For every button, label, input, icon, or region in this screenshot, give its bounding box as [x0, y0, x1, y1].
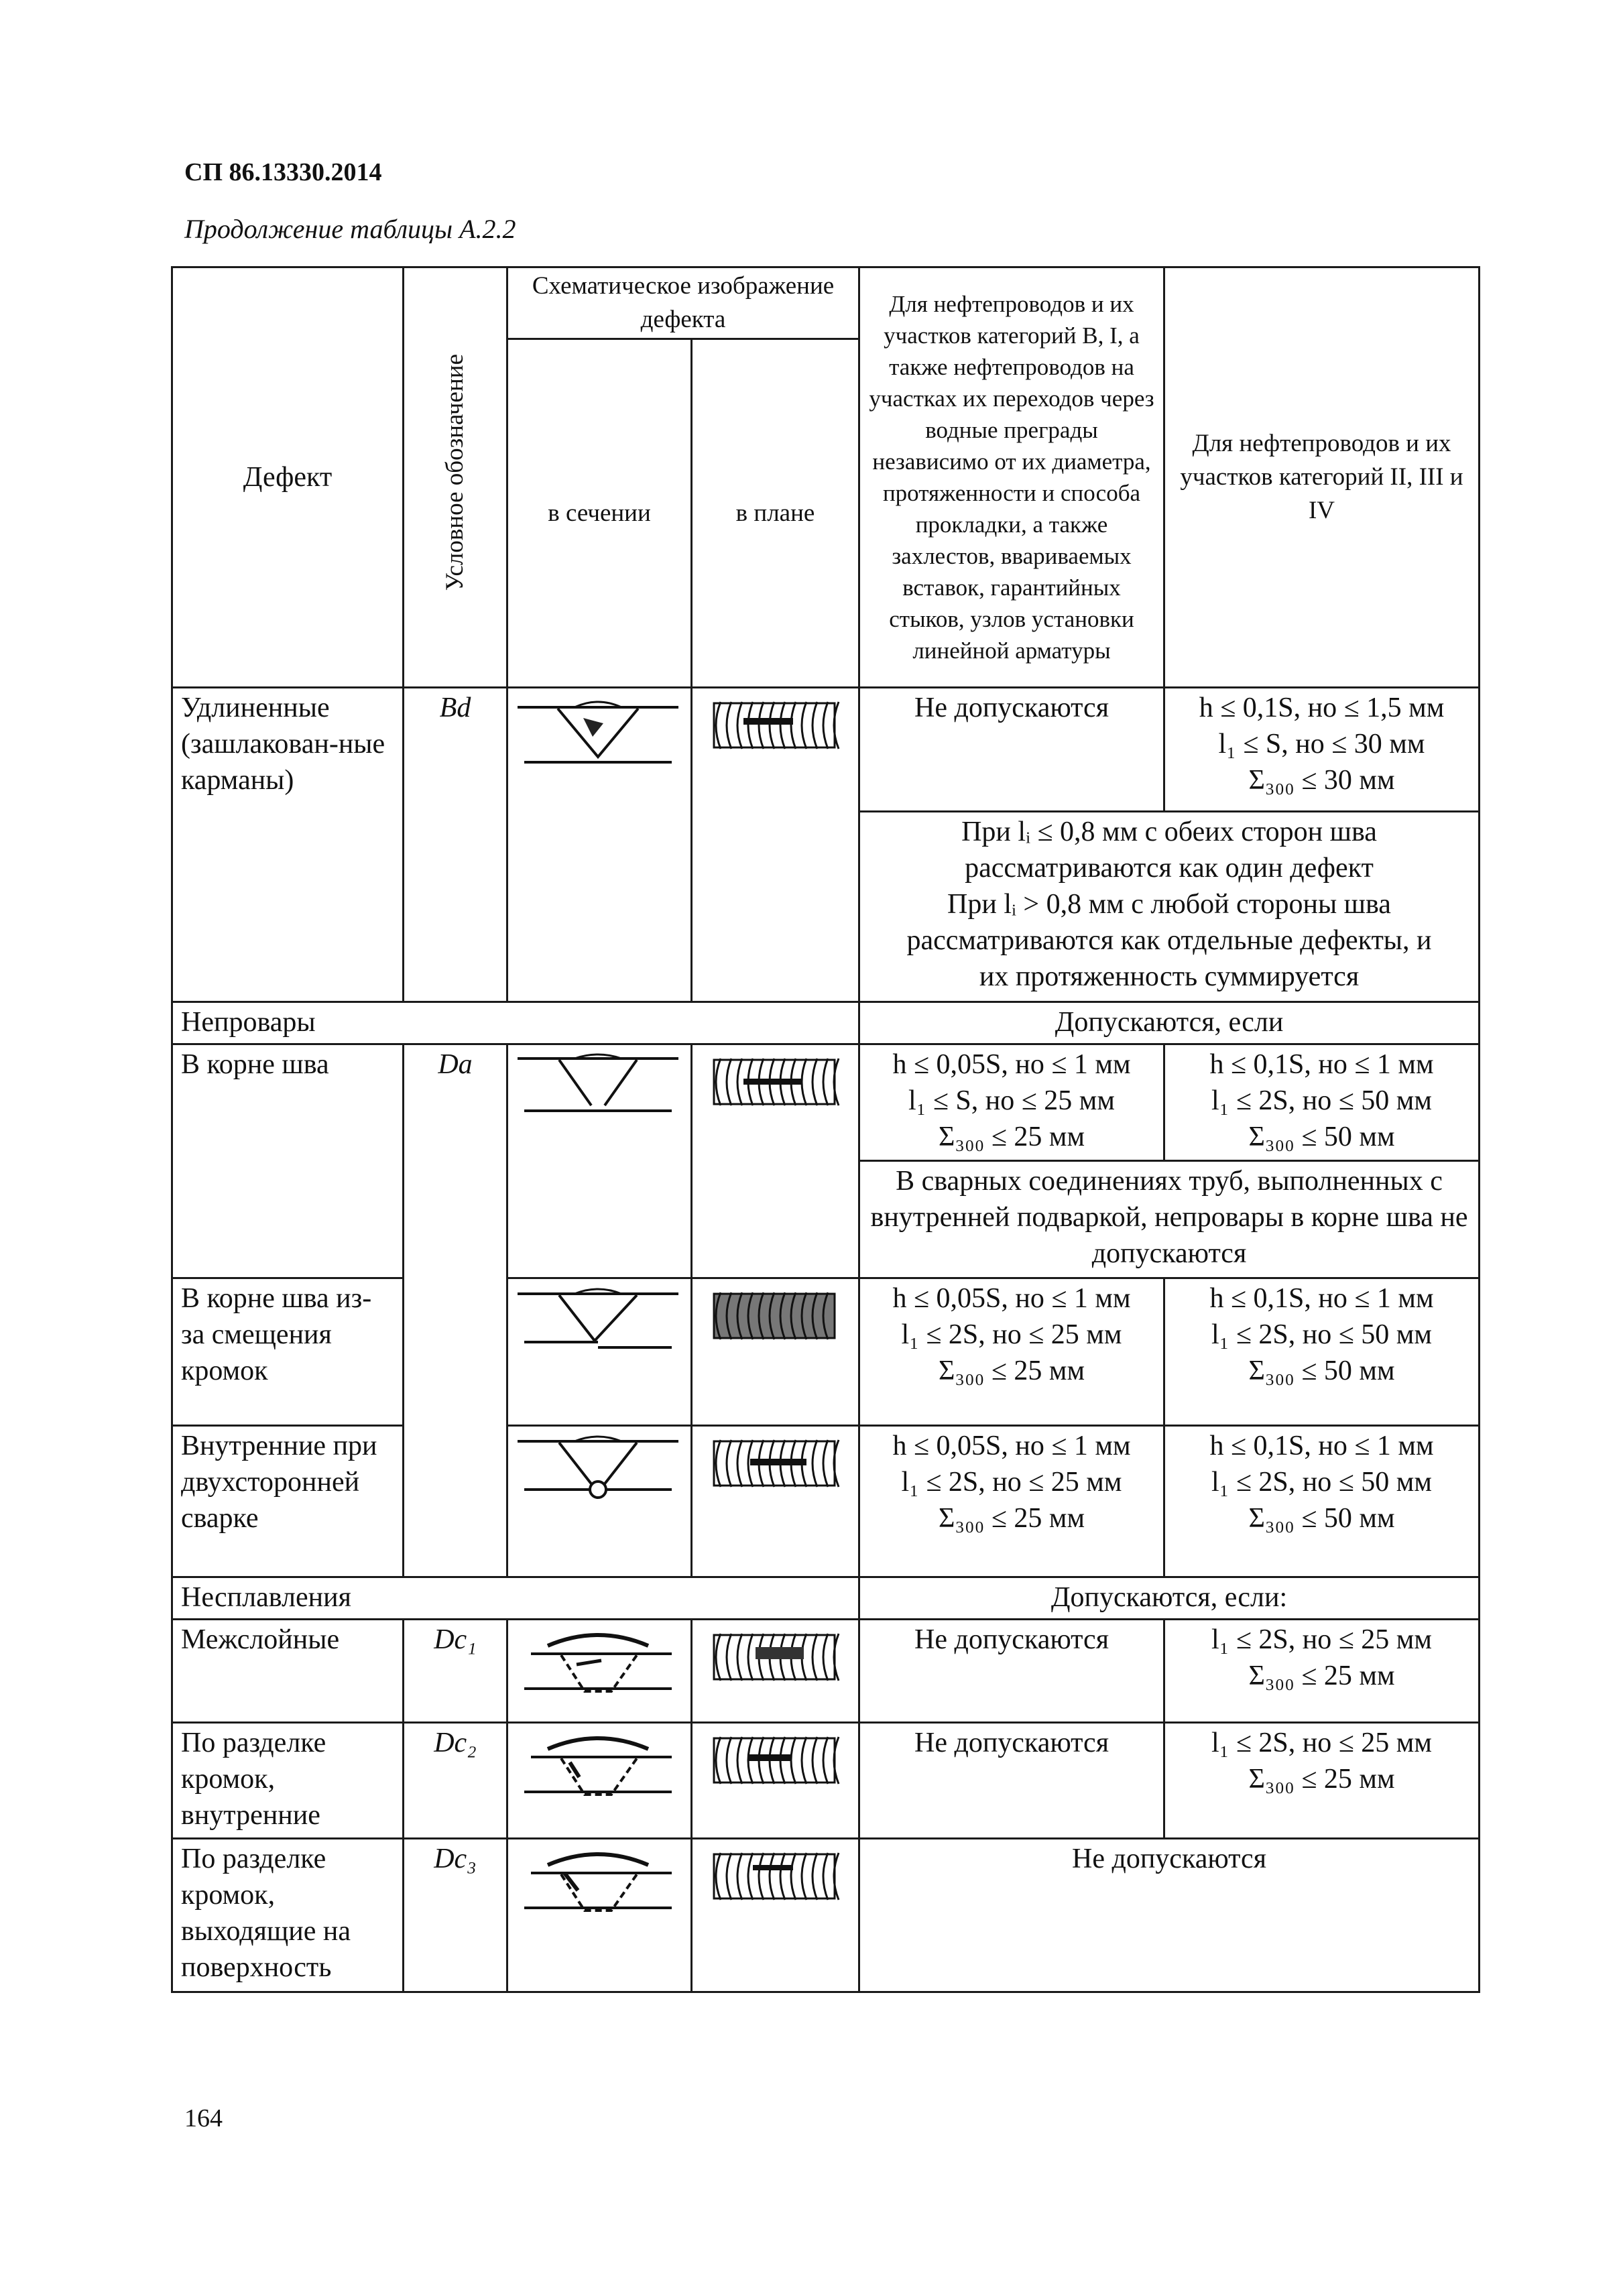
row-bd-name: Удлиненные (зашлакован-ные карманы) [172, 688, 404, 1002]
group-lack-of-penetration: Непровары [172, 1002, 859, 1044]
group-lack-of-fusion-condition: Допускаются, если: [859, 1577, 1480, 1620]
row-da-offset-low-line-3: Σ₃₀₀ ≤ 50 мм [1248, 1355, 1395, 1386]
weld-plan-dc2-image [702, 1730, 849, 1791]
row-da-internal-name: Внутренние при двухсторонней сварке [172, 1426, 404, 1577]
row-bd-note-line-2: рассматриваются как один дефект [965, 852, 1374, 884]
row-dc2-plan-image [692, 1722, 859, 1838]
row-bd-low-line-2: l₁ ≤ S, но ≤ 30 мм [1218, 729, 1425, 760]
row-da-root-low-line-3: Σ₃₀₀ ≤ 50 мм [1248, 1121, 1395, 1152]
row-dc3-both-categories: Не допускаются [859, 1839, 1480, 1992]
row-da-symbol: Da [404, 1044, 507, 1577]
row-dc1-category-low [1164, 1619, 1480, 1722]
row-da-internal-low-line-2: l₁ ≤ 2S, но ≤ 50 мм [1211, 1467, 1432, 1498]
row-dc2-low-line-1: l₁ ≤ 2S, но ≤ 25 мм [1211, 1727, 1432, 1758]
row-da-offset-high-line-3: Σ₃₀₀ ≤ 25 мм [938, 1355, 1085, 1386]
row-da-root-category-low [1164, 1044, 1480, 1160]
header-category-low: Для нефтепроводов и их участков категорий II, III и IV [1164, 267, 1480, 688]
weld-section-da-internal-image [518, 1433, 678, 1507]
row-da-internal-high-line-2: l₁ ≤ 2S, но ≤ 25 мм [901, 1467, 1122, 1498]
weld-plan-bd-image [702, 695, 849, 756]
row-dc2-category-high: Не допускаются [859, 1722, 1164, 1838]
weld-plan-dc1-image [702, 1627, 849, 1687]
row-dc3-section-image [507, 1839, 692, 1992]
table-continuation-caption: Продолжение таблицы А.2.2 [184, 214, 516, 244]
header-plan: в плане [692, 339, 859, 688]
row-da-offset-low-line-1: h ≤ 0,1S, но ≤ 1 мм [1209, 1282, 1434, 1314]
row-bd-low-line-3: Σ₃₀₀ ≤ 30 мм [1248, 765, 1395, 796]
row-da-root-plan-image [692, 1044, 859, 1278]
row-bd-note-line-5: их протяженность суммируется [979, 961, 1360, 992]
row-dc3-name: По разделке кромок, выходящие на поверхность [172, 1839, 404, 1992]
row-bd-symbol: Bd [404, 688, 507, 1002]
row-bd-plan-image [692, 688, 859, 1002]
row-da-root-low-line-2: l₁ ≤ 2S, но ≤ 50 мм [1211, 1085, 1432, 1116]
row-da-internal-high-line-1: h ≤ 0,05S, но ≤ 1 мм [892, 1431, 1131, 1462]
row-dc1-category-high: Не допускаются [859, 1619, 1164, 1722]
row-da-root-high-line-3: Σ₃₀₀ ≤ 25 мм [938, 1121, 1085, 1152]
weld-section-bd-image [518, 695, 678, 769]
header-symbol [404, 267, 507, 688]
row-dc1-symbol: Dc₁ [404, 1619, 507, 1722]
row-da-offset-category-high [859, 1278, 1164, 1426]
row-bd-low-line-1: h ≤ 0,1S, но ≤ 1,5 мм [1199, 692, 1445, 723]
row-dc2-name: По разделке кромок, внутренние [172, 1722, 404, 1838]
weld-plan-da-offset-image [702, 1286, 849, 1346]
weld-section-dc3-image [518, 1846, 678, 1920]
row-bd-note [859, 811, 1480, 1002]
row-da-internal-plan-image [692, 1426, 859, 1577]
row-da-root-low-line-1: h ≤ 0,1S, но ≤ 1 мм [1209, 1048, 1434, 1080]
row-dc2-low-line-2: Σ₃₀₀ ≤ 25 мм [1248, 1763, 1395, 1795]
row-da-internal-category-high [859, 1426, 1164, 1577]
row-bd-category-low [1164, 688, 1480, 812]
weld-plan-dc3-image [702, 1846, 849, 1907]
row-da-root-category-high [859, 1044, 1164, 1160]
row-da-offset-category-low [1164, 1278, 1480, 1426]
row-dc3-symbol: Dc₃ [404, 1839, 507, 1992]
row-da-offset-low-line-2: l₁ ≤ 2S, но ≤ 50 мм [1211, 1319, 1432, 1350]
group-lack-of-fusion: Несплавления [172, 1577, 859, 1620]
row-dc1-low-line-1: l₁ ≤ 2S, но ≤ 25 мм [1211, 1624, 1432, 1655]
row-da-root-section-image [507, 1044, 692, 1278]
row-dc2-category-low [1164, 1722, 1480, 1838]
row-da-internal-low-line-1: h ≤ 0,1S, но ≤ 1 мм [1209, 1431, 1434, 1462]
row-da-offset-high-line-1: h ≤ 0,05S, но ≤ 1 мм [892, 1282, 1131, 1314]
header-symbol-text: Условное обозначение [441, 354, 469, 591]
row-bd-section-image [507, 688, 692, 1002]
page-number: 164 [184, 2104, 223, 2132]
row-da-offset-section-image [507, 1278, 692, 1426]
row-da-offset-plan-image [692, 1278, 859, 1426]
header-schematic: Схематическое изображение дефекта [507, 267, 859, 339]
row-da-root-name: В корне шва [172, 1044, 404, 1278]
row-dc1-low-line-2: Σ₃₀₀ ≤ 25 мм [1248, 1660, 1395, 1691]
row-da-internal-category-low [1164, 1426, 1480, 1577]
row-da-internal-low-line-3: Σ₃₀₀ ≤ 50 мм [1248, 1503, 1395, 1534]
weld-section-dc2-image [518, 1730, 678, 1804]
row-bd-category-high: Не допускаются [859, 688, 1164, 812]
header-section: в сечении [507, 339, 692, 688]
row-dc1-plan-image [692, 1619, 859, 1722]
row-bd-note-line-3: При lᵢ > 0,8 мм с любой стороны шва [947, 888, 1391, 920]
row-da-offset-name: В корне шва из-за смещения кромок [172, 1278, 404, 1426]
weld-plan-da-internal-image [702, 1433, 849, 1494]
row-dc2-symbol: Dc₂ [404, 1722, 507, 1838]
row-da-root-note: В сварных соединениях труб, выполненных с внутренней подваркой, непровары в корне шва не допускаются [859, 1161, 1480, 1278]
weld-section-da-root-image [518, 1052, 678, 1119]
row-dc2-section-image [507, 1722, 692, 1838]
row-dc1-section-image [507, 1619, 692, 1722]
header-category-high: Для нефтепроводов и их участков категорий В, I, а также нефтепроводов на участках их переходов через водные преграды независимо от их диаметра, протяженности и способа прокладки, а также захлестов, ввариваемых вставок, гарантийных стыков, узлов установки линейной арматуры [859, 267, 1164, 688]
row-da-internal-section-image [507, 1426, 692, 1577]
header-defect: Дефект [172, 267, 404, 688]
row-da-offset-high-line-2: l₁ ≤ 2S, но ≤ 25 мм [901, 1319, 1122, 1350]
row-da-internal-high-line-3: Σ₃₀₀ ≤ 25 мм [938, 1503, 1085, 1534]
row-bd-note-line-4: рассматриваются как отдельные дефекты, и [906, 924, 1432, 956]
weld-section-da-offset-image [518, 1286, 678, 1353]
weld-section-dc1-image [518, 1627, 678, 1701]
row-dc1-name: Межслойные [172, 1619, 404, 1722]
weld-plan-da-root-image [702, 1052, 849, 1112]
row-da-root-high-line-1: h ≤ 0,05S, но ≤ 1 мм [892, 1048, 1131, 1080]
group-lack-of-penetration-condition: Допускаются, если [859, 1002, 1480, 1044]
row-dc3-plan-image [692, 1839, 859, 1992]
defects-table [171, 266, 1480, 1993]
row-da-root-high-line-2: l₁ ≤ S, но ≤ 25 мм [908, 1085, 1115, 1116]
row-bd-note-line-1: При lᵢ ≤ 0,8 мм с обеих сторон шва [961, 816, 1377, 847]
document-code: СП 86.13330.2014 [184, 158, 382, 186]
